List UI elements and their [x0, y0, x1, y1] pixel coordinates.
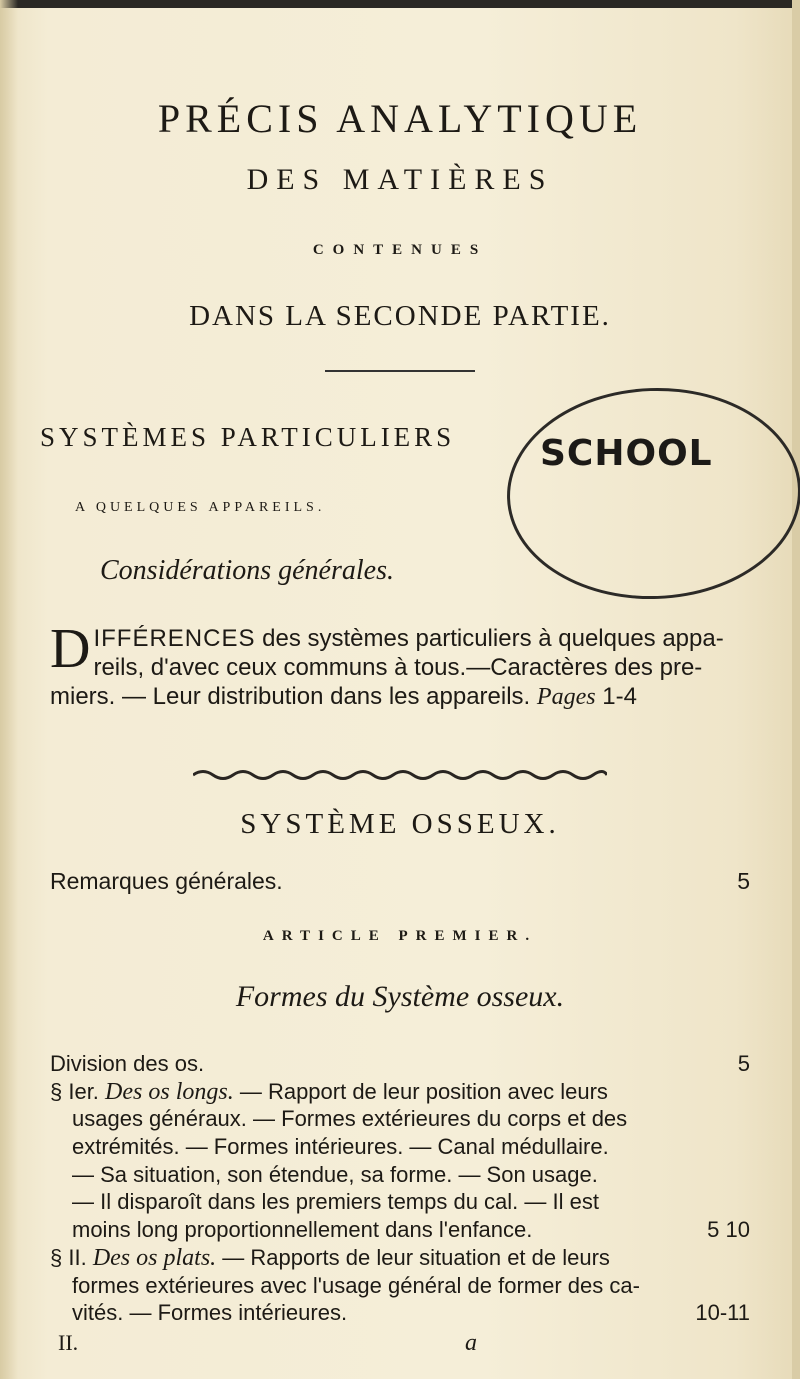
entry-line — [50, 1050, 750, 1078]
entry-text: — Rapports de leur situation et de leurs — [216, 1244, 610, 1270]
remarques-page: 5 — [737, 868, 750, 894]
system-title: SYSTÈME OSSEUX. — [240, 808, 560, 840]
section-marker: § Ier. — [50, 1078, 99, 1104]
drop-cap: D — [50, 618, 91, 680]
title-line-2: DES MATIÈRES — [246, 163, 554, 196]
title-line-3: CONTENUES — [312, 242, 488, 258]
page-top-edge — [0, 0, 800, 8]
lead-word: IFFÉRENCES — [93, 625, 256, 652]
section-heading-italic: Considérations générales. — [100, 555, 394, 586]
division-label: Division des os. — [50, 1051, 205, 1076]
entry-line — [50, 1299, 750, 1327]
library-stamp-text: SCHOOL — [540, 433, 713, 474]
page-right-edge — [792, 0, 800, 1379]
entry-line: — Sa situation, son étendue, sa forme. — Son usage. — [72, 1161, 598, 1187]
entry-text: — Rapport de leur position avec leurs — [233, 1078, 608, 1104]
wavy-ornament — [193, 768, 607, 782]
intro-paragraph — [50, 618, 750, 711]
title-line-1: PRÉCIS ANALYTIQUE — [157, 96, 643, 141]
entry-line — [50, 1216, 750, 1244]
entry-text: vités. — Formes intérieures. — [72, 1300, 348, 1326]
section-title-italic: Des os plats. — [92, 1244, 217, 1271]
remarques-line — [50, 868, 750, 895]
section-title: SYSTÈMES PARTICULIERS — [40, 422, 456, 452]
entry-line: formes extérieures avec l'usage général de former des ca- — [72, 1272, 640, 1298]
title-rule — [325, 370, 475, 372]
article-heading: ARTICLE PREMIER. — [262, 928, 538, 944]
pages-label: Pages — [536, 683, 596, 710]
subsection-title: Formes du Système osseux. — [235, 980, 565, 1013]
division-page: 5 — [737, 1051, 750, 1076]
entry-text: moins long proportionnellement dans l'enfance. — [72, 1217, 533, 1243]
entries — [50, 1050, 750, 1327]
entry-line — [50, 1078, 750, 1106]
page-gutter-shadow — [0, 0, 18, 1379]
remarques-label: Remarques générales. — [50, 868, 283, 894]
signature-letter: a — [465, 1330, 477, 1356]
section-subtitle: A QUELQUES APPAREILS. — [75, 500, 326, 515]
title-line-4: DANS LA SECONDE PARTIE. — [189, 300, 611, 332]
entry-line: usages généraux. — Formes extérieures du corps et des — [72, 1106, 628, 1132]
section-marker: § II. — [50, 1244, 87, 1270]
signature-mark: II. — [58, 1330, 79, 1355]
pages-ref — [537, 683, 637, 710]
entry-page: 5 10 — [707, 1217, 750, 1243]
section-title-italic: Des os longs. — [105, 1078, 234, 1105]
entry-page: 10-11 — [695, 1300, 750, 1326]
pages-value: 1-4 — [602, 682, 637, 710]
entry-line — [50, 1244, 750, 1272]
entry-line: extrémités. — Formes intérieures. — Canal médullaire. — [72, 1134, 609, 1160]
entry-line: — Il disparoît dans les premiers temps du cal. — Il est — [72, 1189, 599, 1215]
paragraph-text: des systèmes particuliers à quelques appa-reils, d'avec ceux communs à tous.—Caractères des pre-miers. — Leur distribution dans les appareils. — [50, 625, 724, 710]
